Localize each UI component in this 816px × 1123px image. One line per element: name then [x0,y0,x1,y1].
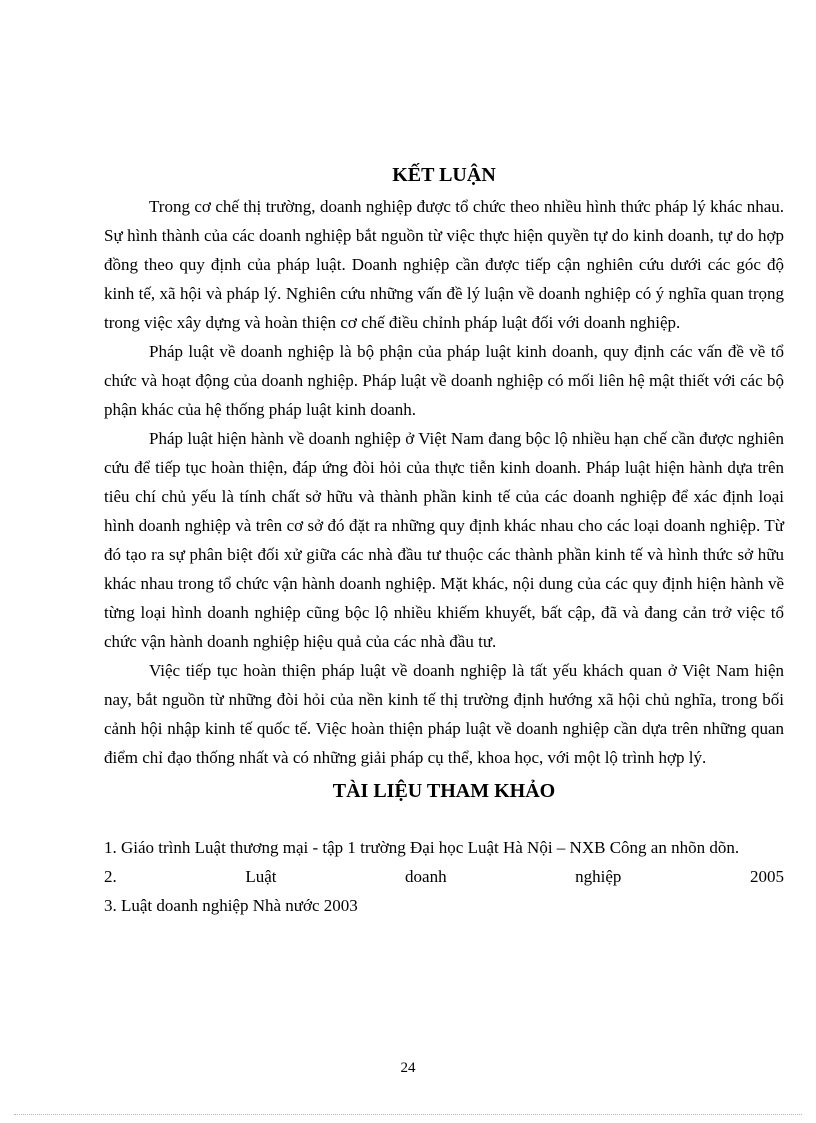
conclusion-heading: KẾT LUẬN [392,164,496,186]
reference-item-2-number: 2. [104,867,117,886]
conclusion-paragraph-4: Việc tiếp tục hoàn thiện pháp luật về doanh nghiệp là tất yếu khách quan ở Việt Nam hiện nay, bắt nguồn từ những đòi hỏi của nền kinh tế thị trường định hướng xã hội chủ nghĩa, trong bối cảnh hội nhập kinh tế quốc tế. Việc hoàn thiện pháp luật về doanh nghiệp cần dựa trên những quan điểm chỉ đạo thống nhất và có những giải pháp cụ thể, khoa học, với một lộ trình hợp lý. [104,661,784,767]
conclusion-paragraph-2: Pháp luật về doanh nghiệp là bộ phận của pháp luật kinh doanh, quy định các vấn đề về tổ chức và hoạt động của doanh nghiệp. Pháp luật về doanh nghiệp có mối liên hệ mật thiết với các bộ phận khác của hệ thống pháp luật kinh doanh. [104,342,784,419]
reference-item-2-year: 2005 [749,867,784,886]
page-bottom-divider [14,1114,802,1115]
reference-item-3: 3. Luật doanh nghiệp Nhà nước 2003 [104,896,358,915]
reference-item-2 [104,862,784,891]
reference-item-2-word-1: Luật [245,867,277,886]
reference-item-1: 1. Giáo trình Luật thương mại - tập 1 trường Đại học Luật Hà Nội – NXB Công an nhõn dõn. [104,838,740,857]
document-page [104,158,784,920]
conclusion-paragraph-3: Pháp luật hiện hành về doanh nghiệp ở Việt Nam đang bộc lộ nhiều hạn chế cần được nghiên cứu để tiếp tục hoàn thiện, đáp ứng đòi hỏi của thực tiễn kinh doanh. Pháp luật hiện hành dựa trên tiêu chí chủ yếu là tính chất sở hữu và thành phần kinh tế của các doanh nghiệp để xác định loại hình doanh nghiệp và trên cơ sở đó đặt ra những quy định khác nhau cho các loại doanh nghiệp. Từ đó tạo ra sự phân biệt đối xử giữa các nhà đầu tư thuộc các thành phần kinh tế và hình thức sở hữu khác nhau trong tổ chức vận hành doanh nghiệp. Mặt khác, nội dung của các quy định hiện hành về từng loại hình doanh nghiệp cũng bộc lộ nhiều khiếm khuyết, bất cập, đã và đang cản trở việc tổ chức vận hành doanh nghiệp hiệu quả của các nhà đầu tư. [104,429,784,651]
conclusion-paragraph-1: Trong cơ chế thị trường, doanh nghiệp được tổ chức theo nhiều hình thức pháp lý khác nhau. Sự hình thành của các doanh nghiệp bắt nguồn từ việc thực hiện quyền tự do kinh doanh, tự do hợp đồng theo quy định của pháp luật. Doanh nghiệp cần được tiếp cận nghiên cứu dưới các góc độ kinh tế, xã hội và pháp lý. Nghiên cứu những vấn đề lý luận về doanh nghiệp có ý nghĩa quan trọng trong việc xây dựng và hoàn thiện cơ chế điều chỉnh pháp luật đối với doanh nghiệp. [104,197,784,332]
references-heading: TÀI LIỆU THAM KHẢO [332,780,556,802]
reference-item-2-word-2: doanh [405,867,447,886]
reference-item-2-word-3: nghiệp [575,867,622,886]
page-number: 24 [400,1060,416,1076]
reference-list [104,833,784,920]
